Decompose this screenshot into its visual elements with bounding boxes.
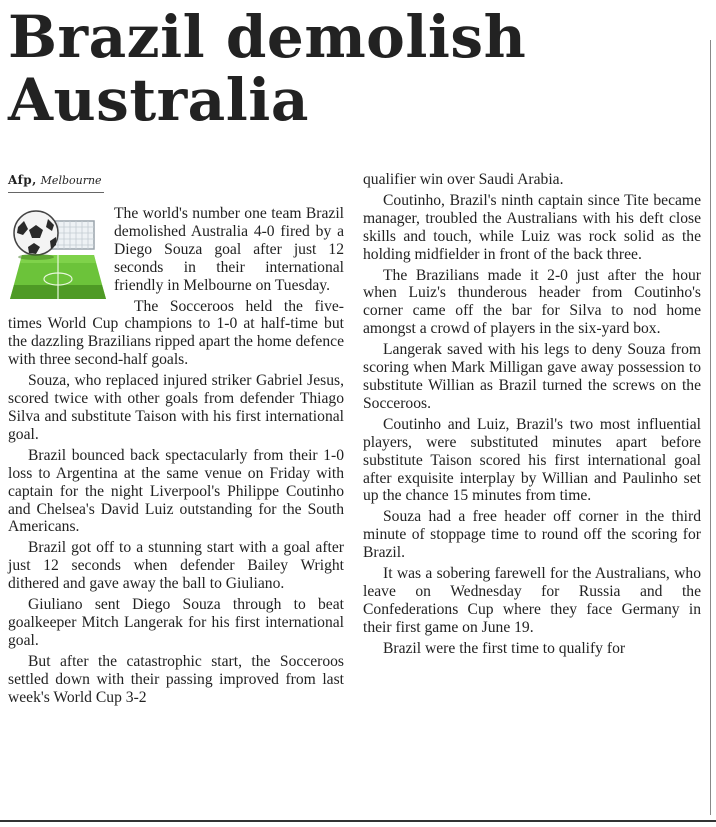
soccer-ball-goal-icon [8, 207, 108, 303]
paragraph: qualifier win over Saudi Arabia. [363, 171, 564, 188]
article-headline: Brazil demolish Australia [8, 3, 527, 134]
paragraph: Souza had a free header off corner in the third minute of stoppage time to round off the scoring for Brazil. [363, 508, 701, 562]
paragraph: Langerak saved with his legs to deny Souza from scoring when Mark Milligan gave away possession to substitute Willian as Brazil turned the screws on the Socceroos. [363, 341, 701, 412]
paragraph: Souza, who replaced injured striker Gabriel Jesus, scored twice with other goals from defender Thiago Silva and substitute Taison with his first international goal. [8, 372, 344, 443]
paragraph: The Socceroos held the five-times World Cup champions to 1-0 at half-time but the dazzling Brazilians ripped apart the home defence with three second-half goals. [8, 297, 344, 369]
paragraph: The Brazilians made it 2-0 just after the hour when Luiz's thunderous header from Coutinho's corner came off the bar for Silva to nod home amongst a crowd of players in the six-yard box. [363, 266, 701, 338]
byline-location: Melbourne [40, 174, 102, 187]
byline-underline [8, 192, 104, 193]
paragraph: Coutinho, Brazil's ninth captain since Tite became manager, troubled the Australians with his deft close skills and touch, while Luiz was rock solid as the holding midfielder in front of the back three. [363, 191, 701, 263]
paragraph: But after the catastrophic start, the Socceroos settled down with their passing improved from last week's World Cup 3-2 [8, 652, 344, 706]
byline-agency: Afp, [8, 173, 37, 187]
article-column-right [363, 171, 701, 661]
paragraph: Brazil got off to a stunning start with a goal after just 12 seconds when defender Bailey Wright dithered and gave away the ball to Giuliano. [8, 539, 344, 593]
byline [8, 172, 102, 189]
article-column-left [8, 205, 344, 709]
paragraph: The world's number one team Brazil demolished Australia 4-0 fired by a Diego Souza goal after just 12 seconds in their international friendly in Melbourne on Tuesday. [114, 205, 344, 294]
bottom-rule [0, 820, 716, 822]
paragraph: It was a sobering farewell for the Australians, who leave on Wednesday for Russia and the Confederations Cup where they face Germany in their first game on June 19. [363, 565, 701, 636]
paragraph: Brazil were the first time to qualify for [383, 639, 626, 657]
paragraph: Giuliano sent Diego Souza through to beat goalkeeper Mitch Langerak for his first international goal. [8, 596, 344, 649]
paragraph: Brazil bounced back spectacularly from their 1-0 loss to Argentina at the same venue on Friday with captain for the night Liverpool's Philippe Coutinho and Chelsea's David Luiz outstanding for the South Americans. [8, 446, 344, 536]
paragraph: Coutinho and Luiz, Brazil's two most influential players, were substituted minutes apart before substitute Taison scored his first international goal after exquisite interplay by Willian and Paulinho set up the chance 15 minutes from time. [363, 415, 701, 505]
column-divider-right [710, 40, 711, 815]
